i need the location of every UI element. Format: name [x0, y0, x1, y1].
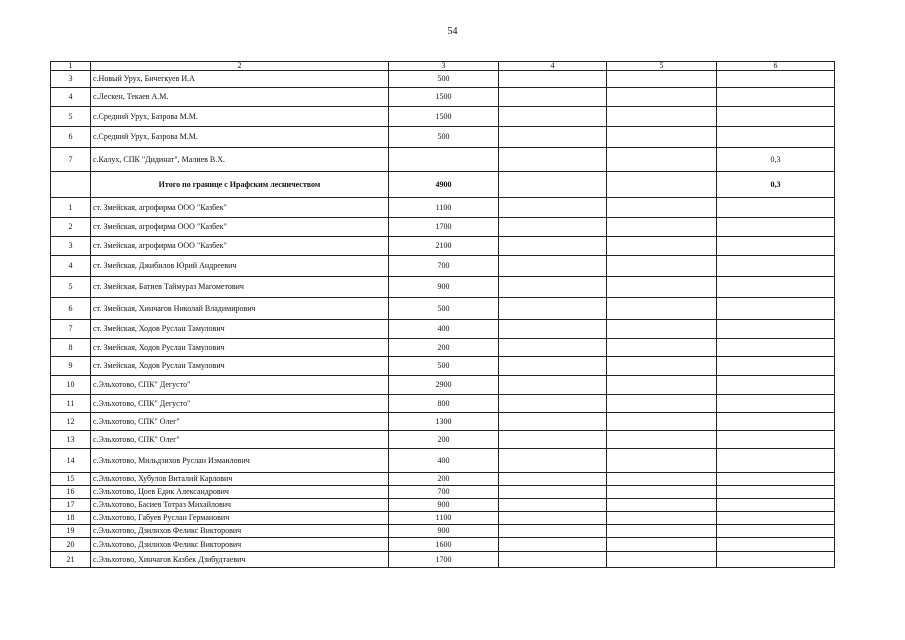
- row-col6-cell: [717, 525, 835, 538]
- row-col6-cell: [717, 357, 835, 376]
- row-col6-cell: [717, 449, 835, 473]
- row-col6-cell: [717, 256, 835, 277]
- table-row: [51, 298, 835, 320]
- row-number-cell: 2: [51, 218, 91, 237]
- row-col4-cell: [499, 148, 607, 172]
- row-col3-cell: 500: [389, 127, 499, 148]
- table-row: [51, 431, 835, 449]
- row-name-cell: с.Калух, СПК "Дидинат", Малиев В.Х.: [91, 148, 389, 172]
- table-row: [51, 512, 835, 525]
- row-col6-cell: [717, 218, 835, 237]
- row-col4-cell: [499, 127, 607, 148]
- row-number-cell: 12: [51, 413, 91, 431]
- row-col3-cell: 1300: [389, 413, 499, 431]
- row-name-cell: с.Эльхотово, Хинчагов Казбек Дзибудтаевич: [91, 552, 389, 568]
- row-col3-cell: 200: [389, 473, 499, 486]
- table-row: [51, 237, 835, 256]
- table-row: [51, 198, 835, 218]
- row-col6-cell: [717, 499, 835, 512]
- row-number-cell: 10: [51, 376, 91, 395]
- row-col5-cell: [607, 512, 717, 525]
- table-row: [51, 538, 835, 552]
- row-name-cell: ст. Змейская, агрофирма ООО "Казбек": [91, 237, 389, 256]
- table-row: [51, 339, 835, 357]
- table-row: [51, 376, 835, 395]
- row-number-cell: 16: [51, 486, 91, 499]
- row-name-cell: ст. Змейская, Ходов Руслан Тамулович: [91, 339, 389, 357]
- header-cell-2: 2: [91, 62, 389, 71]
- table-row: [51, 71, 835, 88]
- row-col3-cell: 2900: [389, 376, 499, 395]
- row-col3-cell: 500: [389, 357, 499, 376]
- row-col6-cell: [717, 127, 835, 148]
- row-col3-cell: 1100: [389, 198, 499, 218]
- row-name-cell: с.Эльхотово, СПК" Олег": [91, 431, 389, 449]
- row-col3-cell: 1100: [389, 512, 499, 525]
- row-number-cell: 4: [51, 256, 91, 277]
- row-col3-cell: 900: [389, 525, 499, 538]
- row-name-cell: Итого по границе с Ирафским лесничеством: [91, 172, 389, 198]
- row-col5-cell: [607, 486, 717, 499]
- row-col3-cell: 4900: [389, 172, 499, 198]
- row-col5-cell: [607, 237, 717, 256]
- row-col6-cell: [717, 486, 835, 499]
- table-row: [51, 486, 835, 499]
- row-col4-cell: [499, 320, 607, 339]
- table-row: [51, 473, 835, 486]
- row-col5-cell: [607, 320, 717, 339]
- row-col5-cell: [607, 449, 717, 473]
- row-col6-cell: [717, 277, 835, 298]
- row-col5-cell: [607, 218, 717, 237]
- row-col4-cell: [499, 107, 607, 127]
- row-number-cell: 20: [51, 538, 91, 552]
- row-col6-cell: [717, 473, 835, 486]
- row-name-cell: ст. Змейская, агрофирма ООО "Казбек": [91, 218, 389, 237]
- row-col5-cell: [607, 127, 717, 148]
- header-row: [51, 62, 835, 71]
- row-col4-cell: [499, 71, 607, 88]
- table-row: [51, 127, 835, 148]
- row-col5-cell: [607, 256, 717, 277]
- row-col4-cell: [499, 486, 607, 499]
- row-col5-cell: [607, 88, 717, 107]
- row-col4-cell: [499, 298, 607, 320]
- row-number-cell: 3: [51, 237, 91, 256]
- row-number-cell: 13: [51, 431, 91, 449]
- row-number-cell: 14: [51, 449, 91, 473]
- row-name-cell: с.Эльхотово, Дзилихов Феликс Викторович: [91, 525, 389, 538]
- row-col6-cell: 0,3: [717, 148, 835, 172]
- row-col6-cell: 0,3: [717, 172, 835, 198]
- row-col3-cell: 200: [389, 431, 499, 449]
- row-col5-cell: [607, 71, 717, 88]
- row-col5-cell: [607, 107, 717, 127]
- row-col5-cell: [607, 172, 717, 198]
- table-row: [51, 277, 835, 298]
- table-row: [51, 88, 835, 107]
- row-col5-cell: [607, 198, 717, 218]
- row-col3-cell: 700: [389, 486, 499, 499]
- row-number-cell: 15: [51, 473, 91, 486]
- header-cell-3: 3: [389, 62, 499, 71]
- row-col4-cell: [499, 449, 607, 473]
- row-col4-cell: [499, 256, 607, 277]
- row-col4-cell: [499, 198, 607, 218]
- row-col6-cell: [717, 376, 835, 395]
- row-col6-cell: [717, 88, 835, 107]
- row-number-cell: 21: [51, 552, 91, 568]
- row-col4-cell: [499, 277, 607, 298]
- table-row: [51, 218, 835, 237]
- row-col6-cell: [717, 320, 835, 339]
- row-col5-cell: [607, 473, 717, 486]
- row-number-cell: 4: [51, 88, 91, 107]
- row-name-cell: с.Эльхотово, СПК" Дегусто": [91, 395, 389, 413]
- row-name-cell: ст. Змейская, Ходов Руслан Тамулович: [91, 320, 389, 339]
- header-cell-4: 4: [499, 62, 607, 71]
- page-number: 54: [447, 26, 458, 37]
- table-row: [51, 107, 835, 127]
- row-name-cell: с.Средний Урух, Базрова М.М.: [91, 107, 389, 127]
- row-col5-cell: [607, 298, 717, 320]
- row-name-cell: с.Эльхотово, Цоев Едик Александрович: [91, 486, 389, 499]
- row-name-cell: с.Эльхотово, СПК" Дегусто": [91, 376, 389, 395]
- row-col3-cell: 700: [389, 256, 499, 277]
- row-col6-cell: [717, 237, 835, 256]
- row-col5-cell: [607, 357, 717, 376]
- row-col6-cell: [717, 339, 835, 357]
- row-name-cell: с.Эльхотово, Хубулов Виталий Карлович: [91, 473, 389, 486]
- row-col5-cell: [607, 148, 717, 172]
- row-name-cell: с.Эльхотово, Дзилихов Феликс Викторович: [91, 538, 389, 552]
- row-number-cell: 19: [51, 525, 91, 538]
- row-name-cell: с.Эльхотово, Мильдзихов Руслан Измаилович: [91, 449, 389, 473]
- row-number-cell: [51, 172, 91, 198]
- row-number-cell: 6: [51, 127, 91, 148]
- row-col6-cell: [717, 395, 835, 413]
- table-row: [51, 525, 835, 538]
- row-col4-cell: [499, 376, 607, 395]
- row-name-cell: с.Средний Урух, Базрова М.М.: [91, 127, 389, 148]
- row-name-cell: ст. Змейская, Батиев Таймураз Магометович: [91, 277, 389, 298]
- row-number-cell: 1: [51, 198, 91, 218]
- row-col6-cell: [717, 431, 835, 449]
- row-col6-cell: [717, 71, 835, 88]
- row-col6-cell: [717, 198, 835, 218]
- row-col4-cell: [499, 552, 607, 568]
- row-name-cell: ст. Змейская, агрофирма ООО "Казбек": [91, 198, 389, 218]
- row-col5-cell: [607, 552, 717, 568]
- row-col3-cell: 500: [389, 298, 499, 320]
- row-col3-cell: 900: [389, 499, 499, 512]
- row-col3-cell: 900: [389, 277, 499, 298]
- row-col5-cell: [607, 395, 717, 413]
- row-col6-cell: [717, 512, 835, 525]
- row-col4-cell: [499, 237, 607, 256]
- row-col5-cell: [607, 339, 717, 357]
- row-col3-cell: 1700: [389, 552, 499, 568]
- row-col3-cell: 400: [389, 320, 499, 339]
- row-number-cell: 5: [51, 277, 91, 298]
- row-name-cell: с.Эльхотово, Габуев Руслан Германович: [91, 512, 389, 525]
- row-col3-cell: 1700: [389, 218, 499, 237]
- row-number-cell: 7: [51, 148, 91, 172]
- data-table: [50, 61, 835, 568]
- table-row: [51, 552, 835, 568]
- row-number-cell: 9: [51, 357, 91, 376]
- row-col3-cell: 1500: [389, 107, 499, 127]
- row-number-cell: 18: [51, 512, 91, 525]
- row-name-cell: ст. Змейская, Джибилов Юрий Андреевич: [91, 256, 389, 277]
- row-col4-cell: [499, 218, 607, 237]
- row-col6-cell: [717, 107, 835, 127]
- row-number-cell: 6: [51, 298, 91, 320]
- header-cell-1: 1: [51, 62, 91, 71]
- row-name-cell: с.Эльхотово, Басиев Тотраз Михайлович: [91, 499, 389, 512]
- row-col3-cell: 400: [389, 449, 499, 473]
- header-cell-5: 5: [607, 62, 717, 71]
- row-col3-cell: 500: [389, 71, 499, 88]
- row-name-cell: ст. Змейская, Хинчагов Николай Владимирович: [91, 298, 389, 320]
- table-body: [51, 62, 835, 568]
- row-col4-cell: [499, 357, 607, 376]
- row-col5-cell: [607, 431, 717, 449]
- row-number-cell: 7: [51, 320, 91, 339]
- table-row: [51, 148, 835, 172]
- row-col4-cell: [499, 538, 607, 552]
- table-row: [51, 413, 835, 431]
- row-col5-cell: [607, 277, 717, 298]
- row-name-cell: ст. Змейская, Ходов Руслан Тамулович: [91, 357, 389, 376]
- row-col4-cell: [499, 88, 607, 107]
- table-row: [51, 256, 835, 277]
- row-col4-cell: [499, 525, 607, 538]
- row-col4-cell: [499, 395, 607, 413]
- row-col3-cell: 800: [389, 395, 499, 413]
- row-col4-cell: [499, 473, 607, 486]
- row-col5-cell: [607, 499, 717, 512]
- row-col5-cell: [607, 413, 717, 431]
- row-col6-cell: [717, 298, 835, 320]
- header-cell-6: 6: [717, 62, 835, 71]
- row-number-cell: 3: [51, 71, 91, 88]
- table-row: [51, 395, 835, 413]
- row-col3-cell: 200: [389, 339, 499, 357]
- row-col6-cell: [717, 413, 835, 431]
- row-col4-cell: [499, 512, 607, 525]
- row-number-cell: 17: [51, 499, 91, 512]
- row-number-cell: 8: [51, 339, 91, 357]
- row-name-cell: с.Новый Урух, Бичегкуев И.А: [91, 71, 389, 88]
- row-col5-cell: [607, 376, 717, 395]
- row-col3-cell: 1600: [389, 538, 499, 552]
- row-col5-cell: [607, 525, 717, 538]
- row-col4-cell: [499, 172, 607, 198]
- row-name-cell: с.Эльхотово, СПК" Олег": [91, 413, 389, 431]
- row-col3-cell: 1500: [389, 88, 499, 107]
- row-number-cell: 5: [51, 107, 91, 127]
- total-row: [51, 172, 835, 198]
- row-col4-cell: [499, 413, 607, 431]
- row-col4-cell: [499, 499, 607, 512]
- table-row: [51, 449, 835, 473]
- table-row: [51, 357, 835, 376]
- row-col4-cell: [499, 339, 607, 357]
- row-col6-cell: [717, 552, 835, 568]
- row-name-cell: с.Лескен, Текаев А.М.: [91, 88, 389, 107]
- row-col3-cell: [389, 148, 499, 172]
- row-col4-cell: [499, 431, 607, 449]
- table-row: [51, 320, 835, 339]
- row-col3-cell: 2100: [389, 237, 499, 256]
- table-row: [51, 499, 835, 512]
- row-col5-cell: [607, 538, 717, 552]
- row-number-cell: 11: [51, 395, 91, 413]
- row-col6-cell: [717, 538, 835, 552]
